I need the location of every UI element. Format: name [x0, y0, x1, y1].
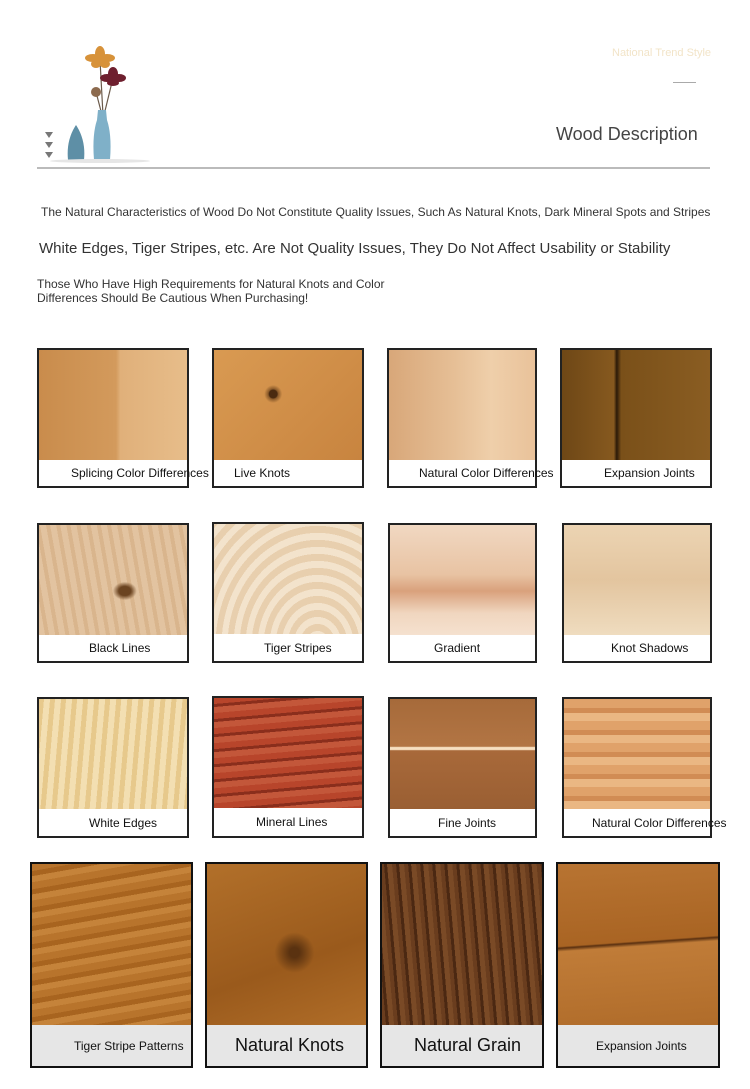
- wood-sample-image: [562, 350, 710, 460]
- sample-card: [212, 522, 364, 663]
- wood-sample-image: [39, 525, 187, 635]
- header: [0, 0, 750, 175]
- wood-sample-image: [214, 524, 362, 634]
- note-natural-characteristics: The Natural Characteristics of Wood Do Not Constitute Quality Issues, Such As Natural Knots, Dark Mineral Spots and Stripes: [41, 205, 711, 219]
- sample-label: Fine Joints: [438, 815, 497, 830]
- sample-card: [560, 348, 712, 488]
- wood-sample-image: [214, 350, 362, 460]
- header-divider: [37, 167, 710, 169]
- sample-label: Tiger Stripe Patterns: [32, 1025, 191, 1066]
- sample-label: Natural Grain: [382, 1025, 542, 1066]
- wood-sample-image: [39, 699, 187, 809]
- vase-flowers-illustration: [40, 40, 160, 165]
- sample-label: Expansion Joints: [604, 466, 695, 480]
- wood-sample-image: [564, 699, 710, 809]
- wood-sample-image: [389, 350, 535, 460]
- sample-card: [380, 862, 544, 1068]
- page-title: Wood Description: [556, 124, 698, 144]
- wood-sample-image: [390, 699, 535, 809]
- sample-label: Gradient: [434, 641, 481, 655]
- wood-sample-image: [558, 864, 718, 1025]
- sample-label: Mineral Lines: [256, 815, 328, 829]
- wood-sample-image: [382, 864, 542, 1025]
- sample-card: [212, 696, 364, 838]
- wood-sample-image: [207, 864, 366, 1025]
- wood-sample-image: [39, 350, 187, 460]
- note-not-quality-issues: White Edges, Tiger Stripes, etc. Are Not Quality Issues, They Do Not Affect Usability or Stability: [39, 240, 671, 257]
- sample-card: [212, 348, 364, 488]
- sample-card: [562, 523, 712, 663]
- sample-card: [388, 523, 537, 663]
- sample-label: Natural Knots: [207, 1025, 366, 1066]
- sample-label: White Edges: [89, 815, 158, 830]
- note-caution: Those Who Have High Requirements for Natural Knots and Color Differences Should Be Cautious When Purchasing!: [37, 277, 385, 305]
- sample-label: Splicing Color Differences: [71, 466, 209, 480]
- sample-card: [37, 697, 189, 838]
- wood-sample-image: [32, 864, 191, 1025]
- header-tagline: National Trend Style: [612, 47, 712, 59]
- sample-card: [37, 348, 209, 488]
- sample-label: Natural Color Differences: [592, 815, 727, 830]
- sample-label: Knot Shadows: [611, 641, 689, 655]
- sample-card: [205, 862, 368, 1068]
- sample-card: [388, 697, 537, 838]
- sample-label: Natural Color Differences: [419, 466, 554, 480]
- sample-card: [387, 348, 554, 488]
- sample-label: Expansion Joints: [558, 1025, 718, 1066]
- sample-label: Live Knots: [234, 466, 291, 480]
- header-dash: [673, 82, 696, 83]
- wood-sample-image: [214, 698, 362, 808]
- sample-card: [556, 862, 720, 1068]
- sample-card: [562, 697, 727, 838]
- wood-sample-image: [564, 525, 710, 635]
- wood-sample-image: [390, 525, 535, 635]
- sample-label: Tiger Stripes: [264, 640, 332, 655]
- sample-card: [37, 523, 189, 663]
- sample-card: [30, 862, 193, 1068]
- sample-label: Black Lines: [89, 641, 151, 655]
